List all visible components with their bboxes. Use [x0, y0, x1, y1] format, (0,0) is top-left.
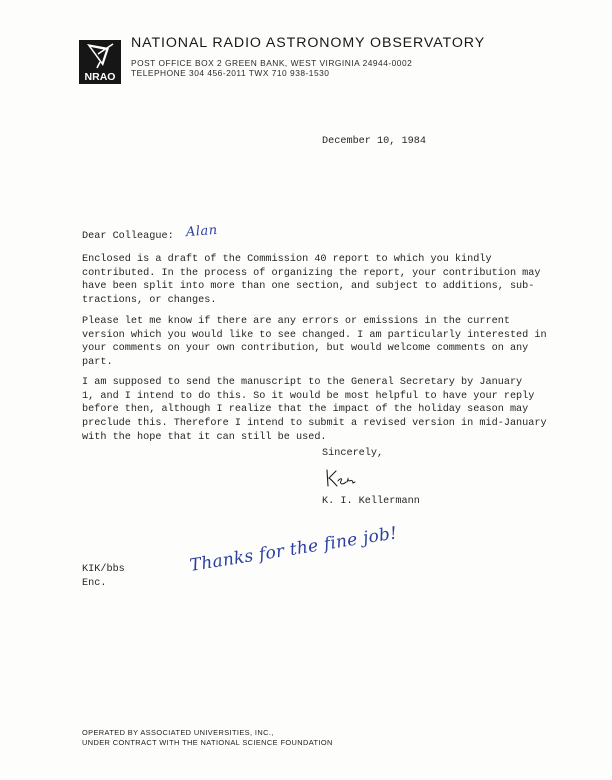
salutation: Dear Colleague:: [82, 231, 174, 242]
paragraph-3: [82, 376, 552, 445]
paragraph-line: contributed. In the process of organizing the report, your contribution may: [82, 267, 541, 279]
paragraph-line: tractions, or changes.: [82, 295, 217, 307]
footer-contract: UNDER CONTRACT WITH THE NATIONAL SCIENCE FOUNDATION: [82, 738, 333, 747]
handwritten-note: Thanks for the fine job!: [188, 523, 399, 576]
paragraph-line: with the hope that it can still be used.: [82, 431, 327, 443]
paragraph-2: [82, 315, 552, 370]
nrao-logo: [79, 40, 121, 84]
handwritten-name: Alan: [185, 222, 219, 241]
paragraph-line: your comments on your own contribution, but would welcome comments on any: [82, 343, 529, 355]
organization-name: NATIONAL RADIO ASTRONOMY OBSERVATORY: [131, 35, 486, 51]
enclosure-note: Enc.: [82, 578, 107, 589]
paragraph-1: [82, 253, 552, 308]
organization-address: POST OFFICE BOX 2 GREEN BANK, WEST VIRGINIA 24944-0002: [131, 58, 413, 68]
footer-operator: OPERATED BY ASSOCIATED UNIVERSITIES, INC.,: [82, 728, 274, 737]
closing: Sincerely,: [322, 448, 384, 459]
paragraph-line: before then, although I realize that the impact of the holiday season may: [82, 404, 529, 416]
signer-name: K. I. Kellermann: [322, 496, 420, 507]
paragraph-line: preclude this. Therefore I intend to submit a revised version in mid-January: [82, 418, 547, 430]
letter-date: December 10, 1984: [322, 136, 426, 147]
logo-text: NRAO: [84, 71, 116, 83]
paragraph-line: version which you would like to see changed. I am particularly interested in: [82, 329, 547, 341]
paragraph-line: have been split into more than one section, and subject to additions, sub-: [82, 281, 535, 293]
handwritten-signature: [324, 467, 358, 489]
reference-initials: KIK/bbs: [82, 564, 125, 575]
paragraph-line: Enclosed is a draft of the Commission 40 report to which you kindly: [82, 254, 492, 265]
paragraph-line: Please let me know if there are any errors or emissions in the current: [82, 316, 510, 327]
paragraph-line: part.: [82, 357, 113, 369]
organization-telephone: TELEPHONE 304 456-2011 TWX 710 938-1530: [131, 68, 330, 78]
paragraph-line: I am supposed to send the manuscript to the General Secretary by January: [82, 377, 523, 388]
paragraph-line: 1, and I intend to do this. So it would be most helpful to have your reply: [82, 390, 535, 402]
